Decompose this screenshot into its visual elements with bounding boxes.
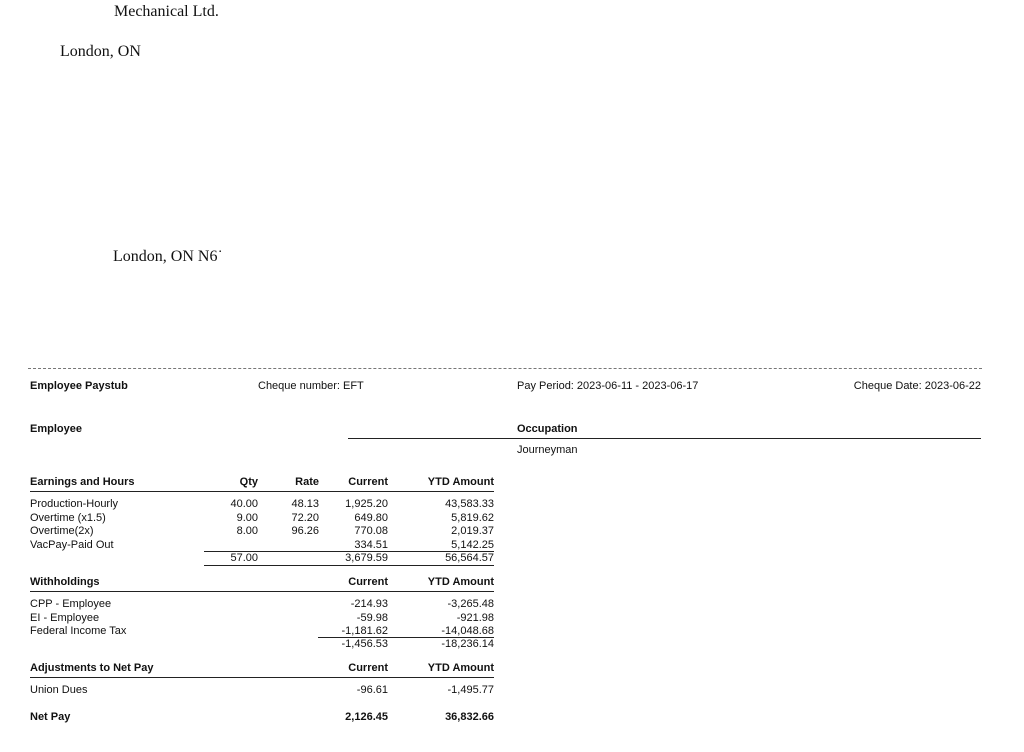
- row-current: 770.08: [354, 525, 388, 537]
- earnings-header: [30, 475, 494, 489]
- row-current: -1,181.62: [341, 625, 388, 637]
- row-qty: 8.00: [236, 525, 258, 537]
- row-name: Overtime (x1.5): [30, 512, 106, 524]
- row-name: Overtime(2x): [30, 525, 94, 537]
- total-current: -1,456.53: [341, 638, 388, 650]
- total-qty: 57.00: [230, 552, 258, 564]
- earnings-header-qty: Qty: [239, 476, 258, 488]
- row-current: 334.51: [354, 539, 388, 551]
- withholdings-header: [30, 575, 494, 589]
- net-pay-current: 2,126.45: [345, 711, 388, 723]
- adjustments-header-current: Current: [348, 662, 388, 674]
- net-pay-row: [30, 710, 494, 724]
- row-rate: 96.26: [291, 525, 319, 537]
- occupation-label: Occupation: [517, 423, 578, 435]
- stub-title: Employee Paystub: [30, 380, 128, 392]
- row-current: 1,925.20: [345, 498, 388, 510]
- row-name: Production-Hourly: [30, 498, 119, 510]
- row-rate: 48.13: [291, 498, 319, 510]
- adjustments-header-rule: [30, 677, 494, 678]
- company-name: Mechanical Ltd.: [114, 3, 219, 20]
- earnings-header-ytd: YTD Amount: [427, 476, 494, 488]
- row-rate: 72.20: [291, 512, 319, 524]
- row-ytd: -1,495.77: [447, 684, 494, 696]
- adjustments-header-ytd: YTD Amount: [427, 662, 494, 674]
- withholdings-total-row: [30, 637, 494, 651]
- adjustments-header-name: Adjustments to Net Pay: [30, 662, 154, 674]
- total-current: 3,679.59: [345, 552, 388, 564]
- net-pay-label: Net Pay: [30, 711, 71, 723]
- total-ytd: 56,564.57: [445, 552, 494, 564]
- cheque-date: Cheque Date: 2023-06-22: [853, 380, 981, 392]
- row-ytd: 5,819.62: [451, 512, 494, 524]
- net-pay-ytd: 36,832.66: [445, 711, 494, 723]
- withholdings-header-current: Current: [348, 576, 388, 588]
- earnings-header-rate: Rate: [295, 476, 319, 488]
- occupation-value: Journeyman: [517, 444, 578, 456]
- company-city: London, ON: [60, 43, 141, 60]
- table-row: [30, 683, 494, 697]
- withholdings-header-rule: [30, 591, 494, 592]
- row-current: -59.98: [356, 612, 388, 624]
- row-name: VacPay-Paid Out: [30, 539, 114, 551]
- tear-line: [28, 368, 982, 369]
- row-name: EI - Employee: [30, 612, 100, 624]
- row-current: 649.80: [354, 512, 388, 524]
- row-ytd: 43,583.33: [445, 498, 494, 510]
- earnings-bottom-rule: [204, 565, 494, 566]
- adjustments-header: [30, 661, 494, 675]
- row-current: -214.93: [350, 598, 388, 610]
- table-row: [30, 611, 494, 625]
- row-current: -96.61: [356, 684, 388, 696]
- table-row: [30, 538, 494, 552]
- row-ytd: -3,265.48: [447, 598, 494, 610]
- table-row: [30, 511, 494, 525]
- total-ytd: -18,236.14: [441, 638, 494, 650]
- row-name: Federal Income Tax: [30, 625, 127, 637]
- table-row: [30, 597, 494, 611]
- row-ytd: 5,142.25: [451, 539, 494, 551]
- row-qty: 40.00: [230, 498, 258, 510]
- earnings-total-row: [30, 551, 494, 565]
- row-qty: 9.00: [236, 512, 258, 524]
- withholdings-header-ytd: YTD Amount: [427, 576, 494, 588]
- employee-divider: [348, 438, 981, 439]
- withholdings-header-name: Withholdings: [30, 576, 100, 588]
- cheque-number: Cheque number: EFT: [258, 380, 364, 392]
- earnings-header-rule: [30, 491, 494, 492]
- row-ytd: -14,048.68: [441, 625, 494, 637]
- earnings-header-name: Earnings and Hours: [30, 476, 135, 488]
- employee-label: Employee: [30, 423, 82, 435]
- table-row: [30, 524, 494, 538]
- row-name: CPP - Employee: [30, 598, 112, 610]
- row-name: Union Dues: [30, 684, 88, 696]
- table-row: [30, 624, 494, 638]
- table-row: [30, 497, 494, 511]
- pay-period: Pay Period: 2023-06-11 - 2023-06-17: [517, 380, 699, 392]
- recipient-city: London, ON N6˙: [113, 248, 223, 265]
- row-ytd: -921.98: [456, 612, 494, 624]
- earnings-header-current: Current: [348, 476, 388, 488]
- row-ytd: 2,019.37: [451, 525, 494, 537]
